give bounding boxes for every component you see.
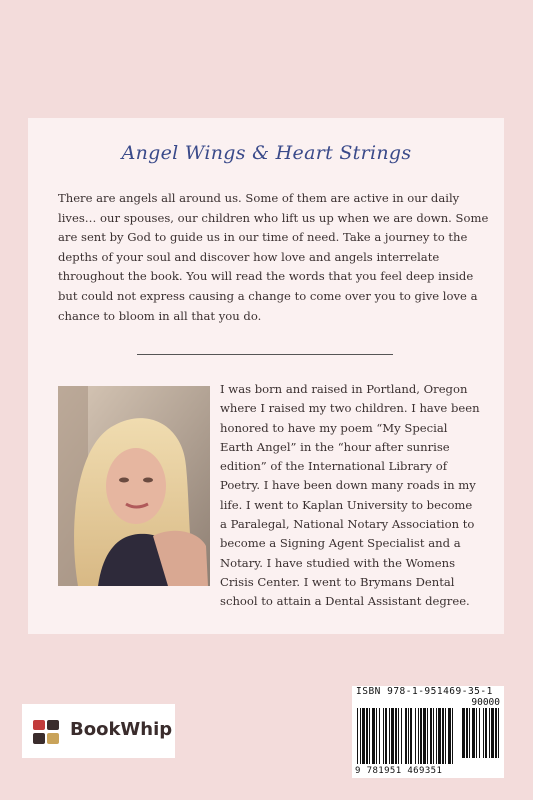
barcode-bar xyxy=(401,708,402,764)
barcode-bar xyxy=(410,708,412,764)
barcode-addon: 90000 xyxy=(471,697,500,708)
barcode-bar xyxy=(452,708,453,764)
barcode-digits: 9 781951 469351 xyxy=(355,766,443,776)
barcode-addon-bar xyxy=(498,708,499,758)
barcode-bar xyxy=(362,708,365,764)
publisher-logo xyxy=(22,704,175,758)
barcode-bar xyxy=(395,708,397,764)
bookwhip-logo-icon xyxy=(31,718,61,746)
author-photo-image xyxy=(58,386,210,586)
barcode-bar xyxy=(415,708,416,764)
barcode-bar xyxy=(376,708,377,764)
barcode-addon-bar xyxy=(489,708,490,758)
book-blurb: There are angels all around us. Some of them are active in our daily lives… our spouses, our children who lift us up when we are down. Some are sent by God to guide us in our time of need. Take a journey to the depths of your soul and discover how love and angels interrelate throughout the book. You will read the words that you feel deep inside but could not express causing a change to come over you to give love a chance to bloom in all that you do. xyxy=(58,191,489,323)
barcode-bar xyxy=(430,708,432,764)
barcode-addon-bar xyxy=(462,708,465,758)
barcode-addon-bar xyxy=(491,708,494,758)
book-title: Angel Wings & Heart Strings xyxy=(121,142,412,164)
author-bio: I was born and raised in Portland, Oregon where I raised my two children. I have been honored to have my poem “My Special Earth Angel” in the “hour after sunrise edition” of the International Library of Poetry. I have been down many roads in my life. I went to Kaplan University to become a Paralegal, National Notary Association to become a Signing Agent Specialist and a Notary. I have studied with the Womens Crisis Center. I went to Brymans Dental school to attain a Dental Assistant degree. xyxy=(220,382,480,609)
barcode-bar xyxy=(379,708,380,764)
barcode-addon-bar xyxy=(483,708,484,758)
barcode-bar xyxy=(357,708,358,764)
barcode-bar xyxy=(398,708,399,764)
barcode-addon-bar xyxy=(476,708,477,758)
isbn-label: ISBN 978-1-951469-35-1 xyxy=(356,686,493,697)
barcode-bar xyxy=(372,708,375,764)
barcode-bar xyxy=(420,708,422,764)
barcode-bar xyxy=(366,708,368,764)
publisher-name: BookWhip xyxy=(70,719,173,740)
barcode-bar xyxy=(360,708,361,764)
barcode-bar xyxy=(442,708,444,764)
barcode-bar xyxy=(448,708,451,764)
barcode-addon-bar xyxy=(466,708,468,758)
barcode-addon-bar xyxy=(495,708,497,758)
barcode-addon-bar xyxy=(472,708,475,758)
barcode-bar xyxy=(438,708,441,764)
barcode-bar xyxy=(408,708,409,764)
barcode-bars xyxy=(355,708,501,766)
barcode-bar xyxy=(427,708,428,764)
barcode-bar xyxy=(405,708,407,764)
barcode-bar xyxy=(369,708,370,764)
divider xyxy=(137,354,393,355)
barcode-addon-bar xyxy=(469,708,470,758)
isbn-barcode xyxy=(352,686,504,778)
barcode-bar xyxy=(383,708,384,764)
barcode-bar xyxy=(436,708,437,764)
barcode-bar xyxy=(389,708,390,764)
barcode-bar xyxy=(445,708,446,764)
barcode-addon-bar xyxy=(479,708,480,758)
barcode-bar xyxy=(391,708,394,764)
barcode-bar xyxy=(385,708,387,764)
barcode-bar xyxy=(418,708,419,764)
author-photo xyxy=(58,386,210,586)
barcode-bar xyxy=(433,708,434,764)
barcode-bar xyxy=(423,708,426,764)
barcode-addon-bar xyxy=(485,708,487,758)
